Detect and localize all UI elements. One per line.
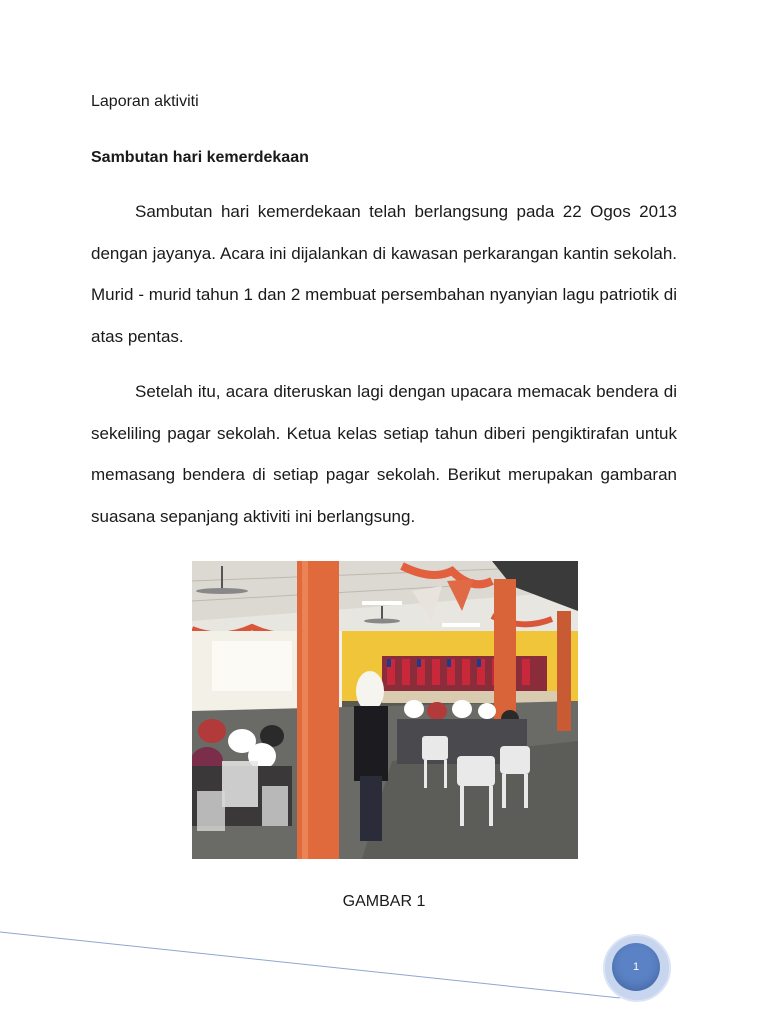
event-photo-illustration	[192, 561, 578, 859]
paragraph-2	[91, 371, 677, 537]
figure-caption: GAMBAR 1	[342, 893, 426, 910]
page-number: 1	[632, 961, 640, 973]
section-heading: Sambutan hari kemerdekaan	[91, 149, 309, 166]
paragraph-2-text: Setelah itu, acara diteruskan lagi dengan upacara memacak bendera di sekeliling pagar sekolah. Ketua kelas setiap tahun diberi pengiktirafan untuk memasang bendera di setiap pagar sekolah. Berikut merupakan gambaran suasana sepanjang aktiviti ini berlangsung.	[91, 382, 677, 526]
event-photo	[192, 561, 578, 859]
paragraph-1-text: Sambutan hari kemerdekaan telah berlangsung pada 22 Ogos 2013 dengan jayanya. Acara ini dijalankan di kawasan perkarangan kantin sekolah. Murid - murid tahun 1 dan 2 membuat persembahan nyanyian lagu patriotik di atas pentas.	[91, 202, 677, 346]
paragraph-1	[91, 191, 677, 357]
page-number-badge	[603, 934, 671, 1002]
document-title: Laporan aktiviti	[91, 93, 199, 110]
